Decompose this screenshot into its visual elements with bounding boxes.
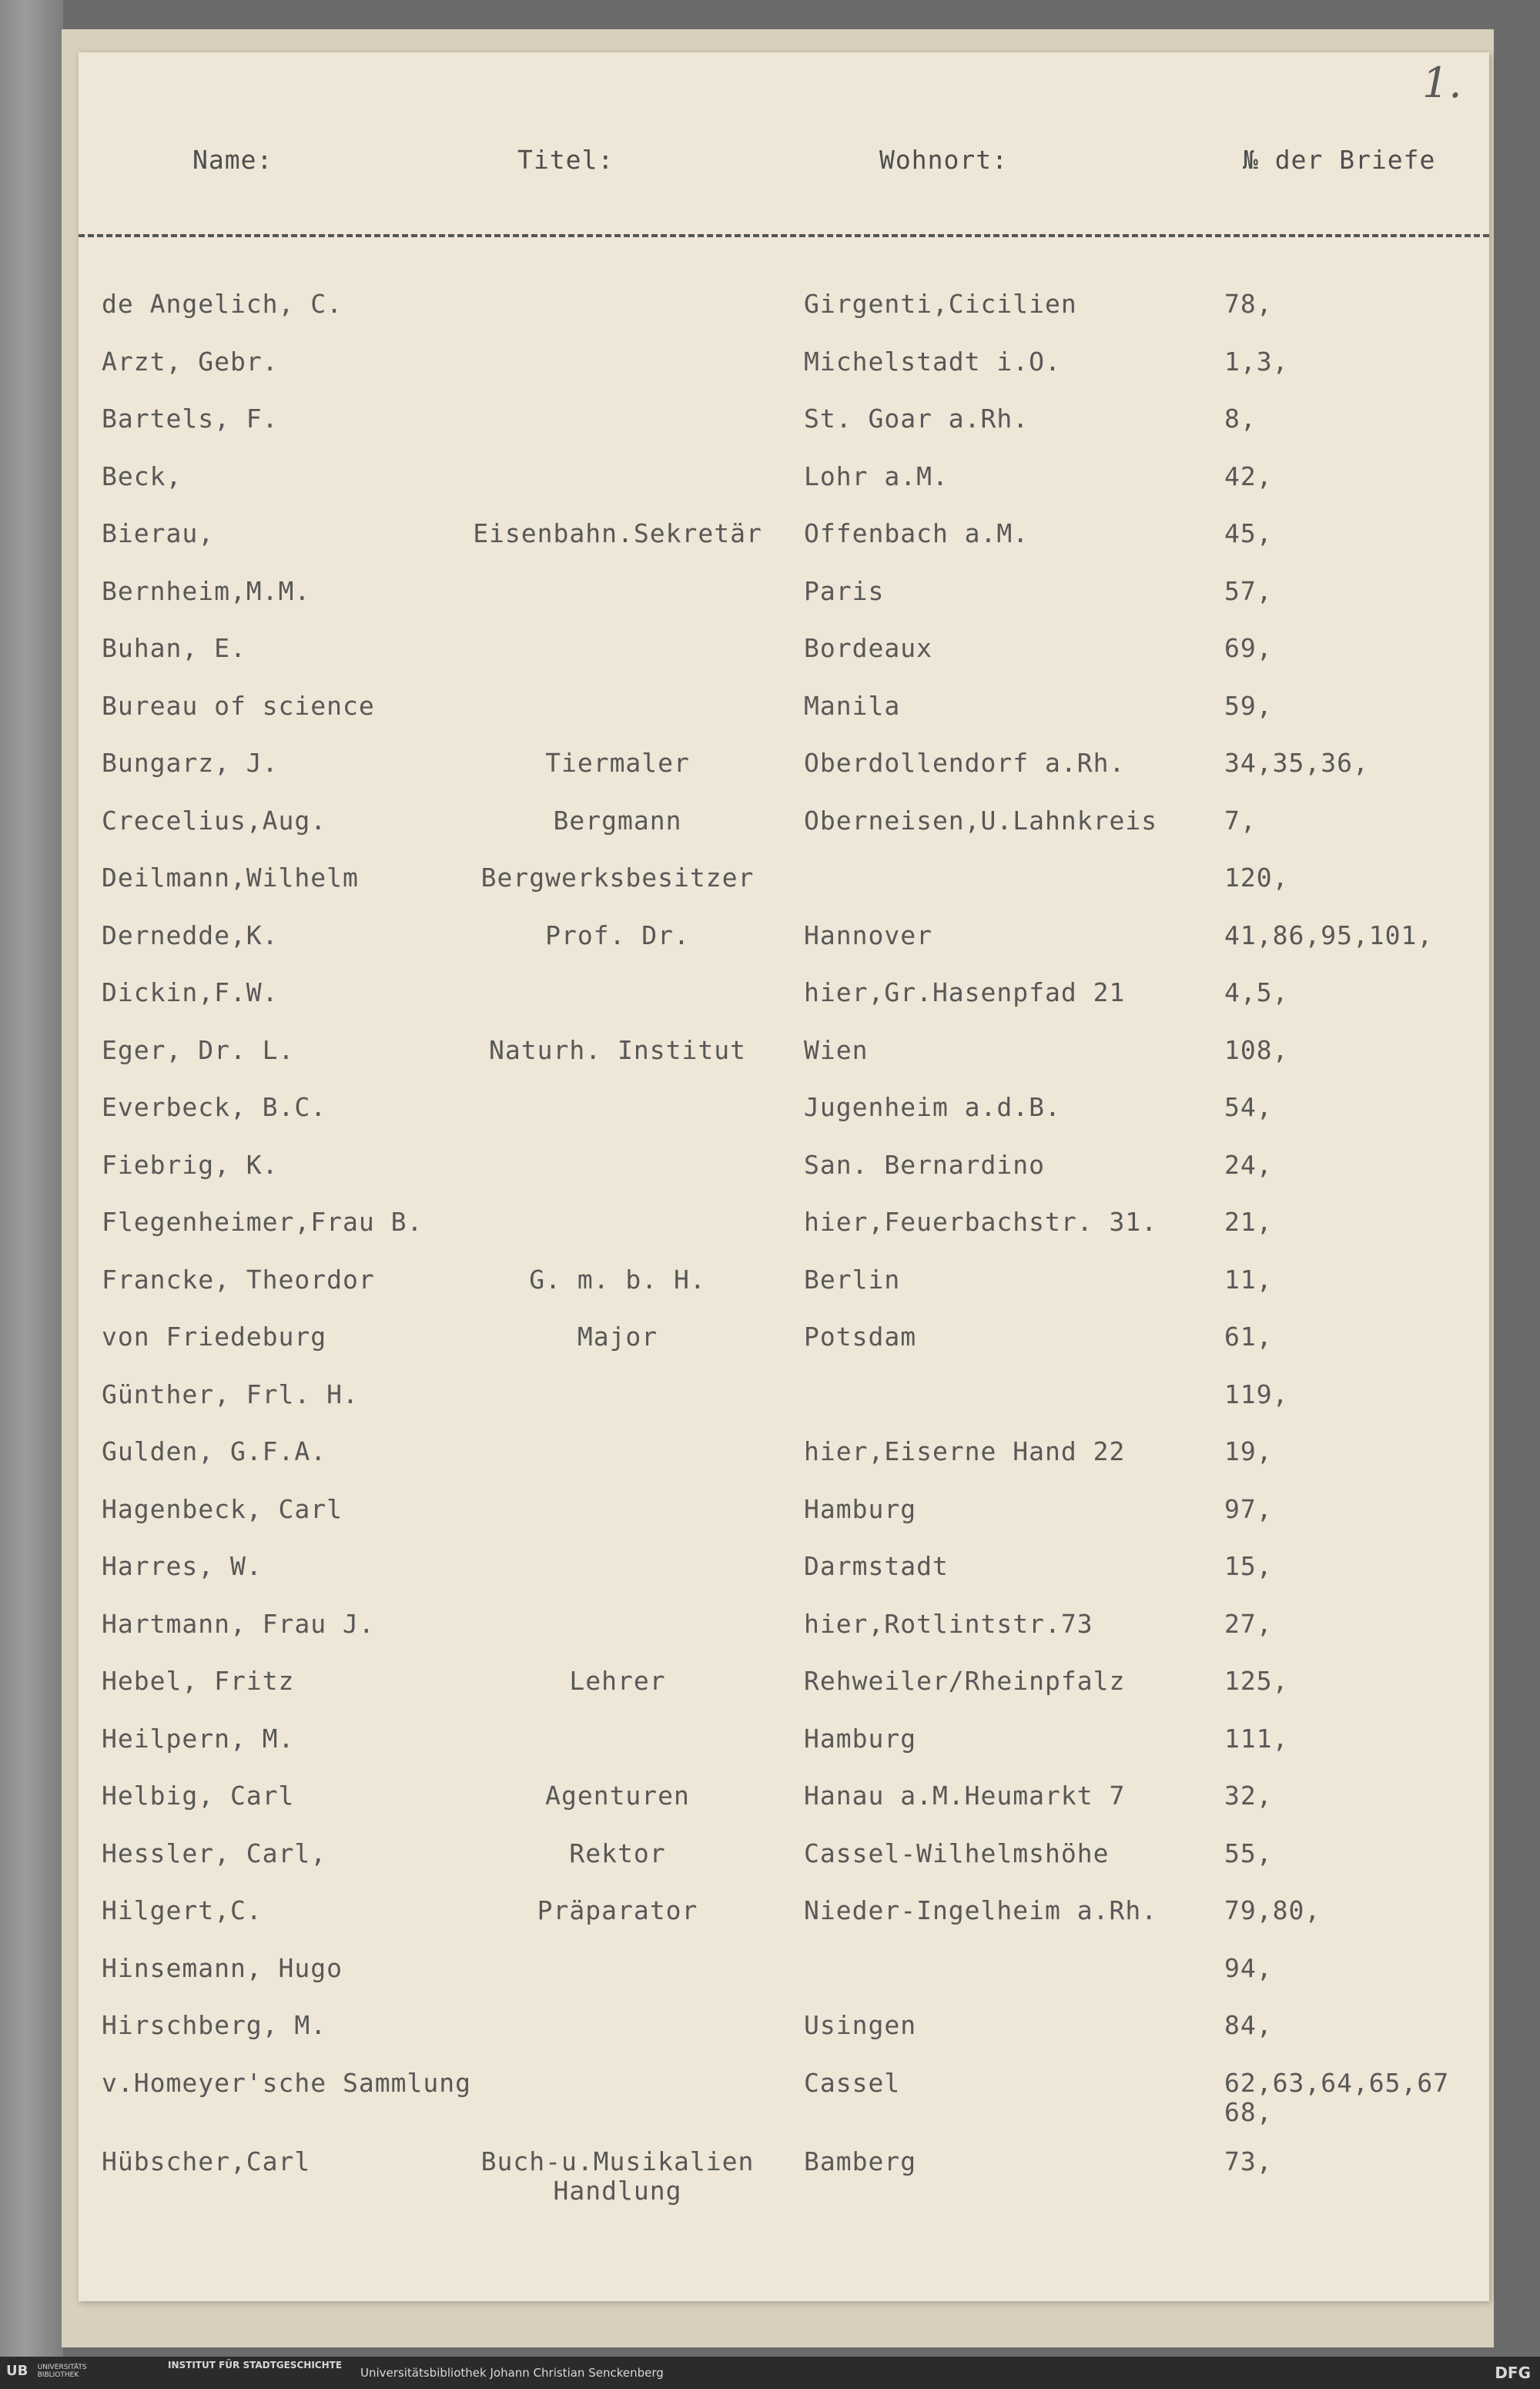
entry-title: Tiermaler (545, 748, 690, 778)
header-place: Wohnort: (879, 145, 1008, 175)
entry-letter-numbers: 73, (1224, 2146, 1273, 2176)
entry-name: Bierau, (102, 518, 215, 548)
entry-name: Günther, Frl. H. (102, 1379, 359, 1409)
entry-letter-numbers: 125, (1224, 1666, 1289, 1696)
entry-name: Buhan, E. (102, 633, 246, 663)
entry-letter-numbers: 11, (1224, 1264, 1273, 1295)
entry-place: Usingen (804, 2010, 917, 2040)
entry-letter-numbers: 34,35,36, (1224, 748, 1369, 778)
entry-letter-numbers: 97, (1224, 1493, 1273, 1524)
entry-title: Lehrer (569, 1666, 666, 1696)
entry-row (79, 577, 1489, 634)
entry-letter-numbers: 24, (1224, 1149, 1273, 1180)
entry-title: Rektor (569, 1838, 666, 1868)
entry-letter-numbers: 7, (1224, 805, 1257, 836)
ub-logo-mark: UB (6, 2363, 28, 2379)
entry-letter-numbers: 21, (1224, 1207, 1273, 1237)
entry-letter-numbers: 61, (1224, 1322, 1273, 1352)
entry-title: Präparator (537, 1895, 698, 1925)
entry-row (79, 1954, 1489, 2011)
entry-row (79, 749, 1489, 806)
entry-row (79, 1437, 1489, 1494)
entry-place: Bamberg (804, 2146, 917, 2176)
entry-letter-numbers: 94, (1224, 1952, 1273, 1983)
entry-place: Lohr a.M. (804, 461, 949, 491)
header-letters: № der Briefe (1243, 145, 1436, 175)
entry-place: Offenbach a.M. (804, 518, 1029, 548)
entry-row (79, 1724, 1489, 1781)
entry-place: Bordeaux (804, 633, 932, 663)
entry-row (79, 978, 1489, 1035)
entry-row (79, 806, 1489, 863)
entry-place: Berlin (804, 1264, 901, 1295)
entry-row (79, 1036, 1489, 1093)
dfg-logo: DFG (1495, 2364, 1531, 2382)
entry-place: hier,Rotlintstr.73 (804, 1608, 1093, 1639)
entry-name: Deilmann,Wilhelm (102, 863, 359, 893)
entry-name: Hilgert,C. (102, 1895, 263, 1925)
entry-row (79, 2069, 1489, 2126)
header-name: Name: (192, 145, 273, 175)
entry-row (79, 1322, 1489, 1379)
entry-name: Hagenbeck, Carl (102, 1493, 343, 1524)
entry-place: Hannover (804, 920, 932, 950)
entry-place: Rehweiler/Rheinpfalz (804, 1666, 1126, 1696)
entry-name: Harres, W. (102, 1551, 263, 1581)
institut-logo (168, 2361, 342, 2371)
entry-letter-numbers: 42, (1224, 461, 1273, 491)
entry-letter-numbers: 59, (1224, 690, 1273, 721)
entry-letter-numbers: 78, (1224, 289, 1273, 319)
entry-row (79, 462, 1489, 519)
entry-letter-numbers: 15, (1224, 1551, 1273, 1581)
entry-row (79, 1667, 1489, 1724)
entry-letter-numbers: 120, (1224, 863, 1289, 893)
entry-letter-numbers: 54, (1224, 1092, 1273, 1122)
entry-row (79, 1208, 1489, 1265)
entry-letter-numbers: 79,80, (1224, 1895, 1321, 1925)
entry-place: Girgenti,Cicilien (804, 289, 1077, 319)
entry-place: Manila (804, 690, 901, 721)
entry-row (79, 921, 1489, 978)
entry-name: Dickin,F.W. (102, 977, 279, 1007)
entry-place: Jugenheim a.d.B. (804, 1092, 1061, 1122)
entry-name: Flegenheimer,Frau B. (102, 1207, 424, 1237)
entry-name: Bartels, F. (102, 404, 279, 434)
entry-row (79, 1552, 1489, 1609)
entry-name: Gulden, G.F.A. (102, 1436, 327, 1466)
entry-title: Prof. Dr. (545, 920, 690, 950)
header-title: Titel: (517, 145, 614, 175)
entry-row (79, 2011, 1489, 2068)
entry-row (79, 2147, 1489, 2204)
entry-letter-numbers: 8, (1224, 404, 1257, 434)
entry-place: Hamburg (804, 1493, 917, 1524)
entry-title: Bergmann (553, 805, 682, 836)
entry-place: Paris (804, 575, 885, 606)
page-number: 1. (1422, 59, 1462, 107)
entry-title: G. m. b. H. (529, 1264, 706, 1295)
entry-row (79, 1495, 1489, 1552)
entry-row (79, 404, 1489, 461)
entry-row (79, 290, 1489, 347)
entry-name: Hessler, Carl, (102, 1838, 327, 1868)
entry-row (79, 1839, 1489, 1896)
entry-row (79, 1781, 1489, 1838)
entry-row (79, 519, 1489, 576)
entry-place: St. Goar a.Rh. (804, 404, 1029, 434)
entry-name: Heilpern, M. (102, 1723, 295, 1754)
entry-name: Hirschberg, M. (102, 2010, 327, 2040)
entry-row (79, 1265, 1489, 1322)
entry-name: von Friedeburg (102, 1322, 327, 1352)
entry-name: de Angelich, C. (102, 289, 343, 319)
entry-name: Hinsemann, Hugo (102, 1952, 343, 1983)
entry-place: Nieder-Ingelheim a.Rh. (804, 1895, 1158, 1925)
entry-row (79, 692, 1489, 749)
entry-letter-numbers: 55, (1224, 1838, 1273, 1868)
entry-place: Oberdollendorf a.Rh. (804, 748, 1126, 778)
entry-letter-numbers: 108, (1224, 1034, 1289, 1065)
entry-letter-numbers: 32, (1224, 1781, 1273, 1811)
entry-name: Hebel, Fritz (102, 1666, 295, 1696)
footer-bar (0, 2357, 1540, 2389)
entry-letter-numbers: 45, (1224, 518, 1273, 548)
entry-title: Major (577, 1322, 658, 1352)
entry-place: Cassel (804, 2067, 901, 2098)
entry-name: Hartmann, Frau J. (102, 1608, 375, 1639)
library-name: Universitätsbibliothek Johann Christian Senckenberg (360, 2366, 664, 2380)
entry-place: Cassel-Wilhelmshöhe (804, 1838, 1110, 1868)
entry-title: Buch-u.Musikalien Handlung (480, 2146, 755, 2206)
entry-letter-numbers: 119, (1224, 1379, 1289, 1409)
entry-name: Hübscher,Carl (102, 2146, 311, 2176)
entry-place: hier,Gr.Hasenpfad 21 (804, 977, 1126, 1007)
entry-place: Potsdam (804, 1322, 917, 1352)
ub-logo (6, 2363, 107, 2379)
entry-name: Dernedde,K. (102, 920, 279, 950)
entry-name: Francke, Theordor (102, 1264, 375, 1295)
institut-logo-text: INSTITUT FÜR STADTGESCHICHTE (168, 2360, 343, 2371)
entry-place: Darmstadt (804, 1551, 949, 1581)
entry-name: Bernheim,M.M. (102, 575, 311, 606)
entry-place: hier,Eiserne Hand 22 (804, 1436, 1126, 1466)
entry-letter-numbers: 62,63,64,65,67 68, (1224, 2067, 1450, 2127)
entry-row (79, 634, 1489, 691)
entry-name: Beck, (102, 461, 182, 491)
entry-place: Wien (804, 1034, 869, 1065)
entry-title: Bergwerksbesitzer (480, 863, 755, 893)
entry-letter-numbers: 19, (1224, 1436, 1273, 1466)
entry-name: Fiebrig, K. (102, 1149, 279, 1180)
entry-letter-numbers: 84, (1224, 2010, 1273, 2040)
entry-name: Arzt, Gebr. (102, 346, 279, 377)
entry-title: Naturh. Institut (489, 1034, 746, 1065)
dashed-divider (79, 234, 1489, 237)
entry-name: v.Homeyer'sche Sammlung (102, 2067, 471, 2098)
book-binding (0, 0, 63, 2357)
entry-name: Everbeck, B.C. (102, 1092, 327, 1122)
entry-letter-numbers: 69, (1224, 633, 1273, 663)
entry-place: Michelstadt i.O. (804, 346, 1061, 377)
entry-letter-numbers: 4,5, (1224, 977, 1289, 1007)
entry-place: Hanau a.M.Heumarkt 7 (804, 1781, 1126, 1811)
ub-logo-text: UNIVERSITÄTS BIBLIOTHEK (37, 2364, 87, 2379)
entry-name: Bungarz, J. (102, 748, 279, 778)
document-page (79, 52, 1489, 2301)
entry-place: hier,Feuerbachstr. 31. (804, 1207, 1158, 1237)
entry-row (79, 1380, 1489, 1437)
entry-letter-numbers: 27, (1224, 1608, 1273, 1639)
entry-letter-numbers: 57, (1224, 575, 1273, 606)
entry-place: Oberneisen,U.Lahnkreis (804, 805, 1158, 836)
entry-letter-numbers: 41,86,95,101, (1224, 920, 1434, 950)
entry-letter-numbers: 111, (1224, 1723, 1289, 1754)
entry-row (79, 1151, 1489, 1208)
entry-name: Crecelius,Aug. (102, 805, 327, 836)
entry-name: Eger, Dr. L. (102, 1034, 295, 1065)
entry-name: Helbig, Carl (102, 1781, 295, 1811)
entry-row (79, 1093, 1489, 1150)
entry-name: Bureau of science (102, 690, 375, 721)
entry-row (79, 1610, 1489, 1667)
entry-place: Hamburg (804, 1723, 917, 1754)
entry-place: San. Bernardino (804, 1149, 1046, 1180)
entry-row (79, 1896, 1489, 1953)
entry-row (79, 347, 1489, 404)
entry-title: Agenturen (545, 1781, 690, 1811)
entry-title: Eisenbahn.Sekretär (473, 518, 762, 548)
entry-letter-numbers: 1,3, (1224, 346, 1289, 377)
entry-row (79, 863, 1489, 920)
